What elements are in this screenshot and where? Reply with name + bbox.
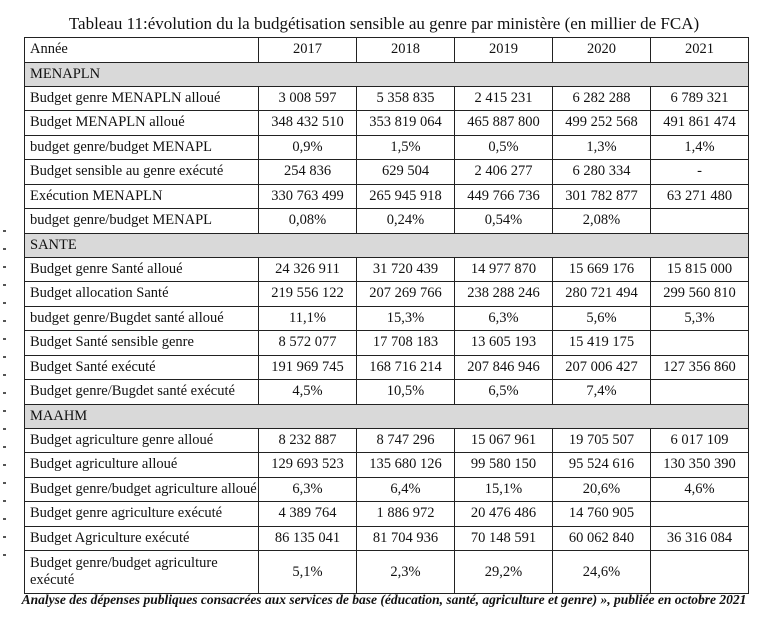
table-cell: 130 350 390 [651, 453, 749, 478]
table-cell: 129 693 523 [259, 453, 357, 478]
section-title: SANTE [25, 233, 749, 257]
table-cell: 4,6% [651, 477, 749, 502]
table-cell: 63 271 480 [651, 184, 749, 209]
budget-table [24, 37, 749, 594]
table-cell: 36 316 084 [651, 526, 749, 551]
table-cell: 15 419 175 [553, 331, 651, 356]
table-cell: 5,6% [553, 306, 651, 331]
table-cell: 11,1% [259, 306, 357, 331]
source-note: Analyse des dépenses publiques consacrées aux services de base (éducation, santé, agriculture et genre) », publiée en octobre 2021 [21, 592, 747, 607]
table-cell: 191 969 745 [259, 355, 357, 380]
table-row [25, 502, 749, 527]
table-row [25, 282, 749, 307]
table-cell: 330 763 499 [259, 184, 357, 209]
table-cell: 8 747 296 [357, 428, 455, 453]
table-row [25, 209, 749, 234]
table-body [25, 62, 749, 594]
table-cell: 207 269 766 [357, 282, 455, 307]
table-row [25, 428, 749, 453]
row-label: budget genre/budget MENAPL [25, 135, 259, 160]
row-label: Budget Agriculture exécuté [25, 526, 259, 551]
row-label: Exécution MENAPLN [25, 184, 259, 209]
row-label: budget genre/Bugdet santé alloué [25, 306, 259, 331]
table-cell: 629 504 [357, 160, 455, 185]
margin-marks [3, 230, 6, 570]
table-cell: 207 006 427 [553, 355, 651, 380]
header-cell: 2021 [651, 38, 749, 63]
table-cell: 207 846 946 [455, 355, 553, 380]
table-cell: 348 432 510 [259, 111, 357, 136]
table-row [25, 380, 749, 405]
table-cell: 6 280 334 [553, 160, 651, 185]
table-row [25, 184, 749, 209]
table-cell: 5,1% [259, 551, 357, 594]
table-cell: 6 282 288 [553, 86, 651, 111]
table-row [25, 551, 749, 594]
table-cell: 15 067 961 [455, 428, 553, 453]
section-title: MENAPLN [25, 62, 749, 86]
table-row [25, 306, 749, 331]
table-cell: 0,54% [455, 209, 553, 234]
table-cell: 6,3% [259, 477, 357, 502]
table-cell: 15,1% [455, 477, 553, 502]
table-cell: 24,6% [553, 551, 651, 594]
table-cell: - [651, 160, 749, 185]
table-cell: 29,2% [455, 551, 553, 594]
table-cell: 265 945 918 [357, 184, 455, 209]
table-cell: 5,3% [651, 306, 749, 331]
table-cell: 6 017 109 [651, 428, 749, 453]
table-cell: 2 406 277 [455, 160, 553, 185]
table-cell: 299 560 810 [651, 282, 749, 307]
table-cell: 8 572 077 [259, 331, 357, 356]
row-label: Budget MENAPLN alloué [25, 111, 259, 136]
table-cell: 301 782 877 [553, 184, 651, 209]
table-cell: 353 819 064 [357, 111, 455, 136]
table-cell: 10,5% [357, 380, 455, 405]
table-cell: 1,5% [357, 135, 455, 160]
table-cell: 1 886 972 [357, 502, 455, 527]
table-cell: 238 288 246 [455, 282, 553, 307]
row-label: Budget agriculture alloué [25, 453, 259, 478]
table-cell: 81 704 936 [357, 526, 455, 551]
table-cell: 0,24% [357, 209, 455, 234]
row-label: Budget genre MENAPLN alloué [25, 86, 259, 111]
table-cell: 19 705 507 [553, 428, 651, 453]
table-cell: 14 977 870 [455, 257, 553, 282]
row-label: Budget allocation Santé [25, 282, 259, 307]
table-cell [651, 502, 749, 527]
table-cell: 20 476 486 [455, 502, 553, 527]
table-cell: 127 356 860 [651, 355, 749, 380]
table-cell: 1,3% [553, 135, 651, 160]
header-cell: 2019 [455, 38, 553, 63]
header-row [25, 38, 749, 63]
table-cell: 99 580 150 [455, 453, 553, 478]
table-cell: 465 887 800 [455, 111, 553, 136]
table-cell: 6,5% [455, 380, 553, 405]
table-cell: 280 721 494 [553, 282, 651, 307]
header-cell: 2017 [259, 38, 357, 63]
table-cell: 491 861 474 [651, 111, 749, 136]
cropped-text-line [95, 578, 675, 584]
table-cell: 0,08% [259, 209, 357, 234]
table-cell [651, 209, 749, 234]
row-label: Budget genre/budget agriculture alloué [25, 477, 259, 502]
table-cell [651, 331, 749, 356]
table-cell: 5 358 835 [357, 86, 455, 111]
table-cell: 254 836 [259, 160, 357, 185]
table-cell: 86 135 041 [259, 526, 357, 551]
section-row [25, 62, 749, 86]
table-cell [651, 380, 749, 405]
row-label: Budget genre/budget agriculture exécuté [25, 551, 259, 594]
row-label: Budget genre Santé alloué [25, 257, 259, 282]
row-label: budget genre/budget MENAPL [25, 209, 259, 234]
table-row [25, 86, 749, 111]
table-cell: 168 716 214 [357, 355, 455, 380]
row-label: Budget Santé exécuté [25, 355, 259, 380]
section-title: MAAHM [25, 404, 749, 428]
table-cell: 3 008 597 [259, 86, 357, 111]
table-cell: 2,08% [553, 209, 651, 234]
table-cell: 499 252 568 [553, 111, 651, 136]
table-cell: 1,4% [651, 135, 749, 160]
table-row [25, 355, 749, 380]
row-label: Budget genre/Bugdet santé exécuté [25, 380, 259, 405]
table-cell: 8 232 887 [259, 428, 357, 453]
table-row [25, 135, 749, 160]
table-row [25, 477, 749, 502]
header-cell: 2018 [357, 38, 455, 63]
table-cell: 95 524 616 [553, 453, 651, 478]
section-row [25, 233, 749, 257]
table-row [25, 111, 749, 136]
table-cell: 15 669 176 [553, 257, 651, 282]
table-row [25, 526, 749, 551]
header-cell: 2020 [553, 38, 651, 63]
row-label: Budget sensible au genre exécuté [25, 160, 259, 185]
header-cell: Année [25, 38, 259, 63]
table-cell: 2,3% [357, 551, 455, 594]
table-cell: 6,4% [357, 477, 455, 502]
table-cell: 6,3% [455, 306, 553, 331]
table-cell: 31 720 439 [357, 257, 455, 282]
table-cell: 0,5% [455, 135, 553, 160]
table-cell [651, 551, 749, 594]
table-row [25, 331, 749, 356]
table-row [25, 257, 749, 282]
table-caption: Tableau 11:évolution du la budgétisation sensible au genre par ministère (en millier de FCA) [68, 14, 700, 33]
table-cell: 15 815 000 [651, 257, 749, 282]
table-cell: 60 062 840 [553, 526, 651, 551]
table-cell: 15,3% [357, 306, 455, 331]
row-label: Budget agriculture genre alloué [25, 428, 259, 453]
table-cell: 4,5% [259, 380, 357, 405]
table-row [25, 453, 749, 478]
table-cell: 6 789 321 [651, 86, 749, 111]
table-cell: 20,6% [553, 477, 651, 502]
table-cell: 0,9% [259, 135, 357, 160]
table-cell: 14 760 905 [553, 502, 651, 527]
table-cell: 24 326 911 [259, 257, 357, 282]
section-row [25, 404, 749, 428]
table-cell: 449 766 736 [455, 184, 553, 209]
table-row [25, 160, 749, 185]
table-cell: 219 556 122 [259, 282, 357, 307]
row-label: Budget genre agriculture exécuté [25, 502, 259, 527]
table-cell: 2 415 231 [455, 86, 553, 111]
row-label: Budget Santé sensible genre [25, 331, 259, 356]
table-cell: 7,4% [553, 380, 651, 405]
table-cell: 13 605 193 [455, 331, 553, 356]
table-cell: 17 708 183 [357, 331, 455, 356]
table-cell: 70 148 591 [455, 526, 553, 551]
table-cell: 4 389 764 [259, 502, 357, 527]
table-cell: 135 680 126 [357, 453, 455, 478]
